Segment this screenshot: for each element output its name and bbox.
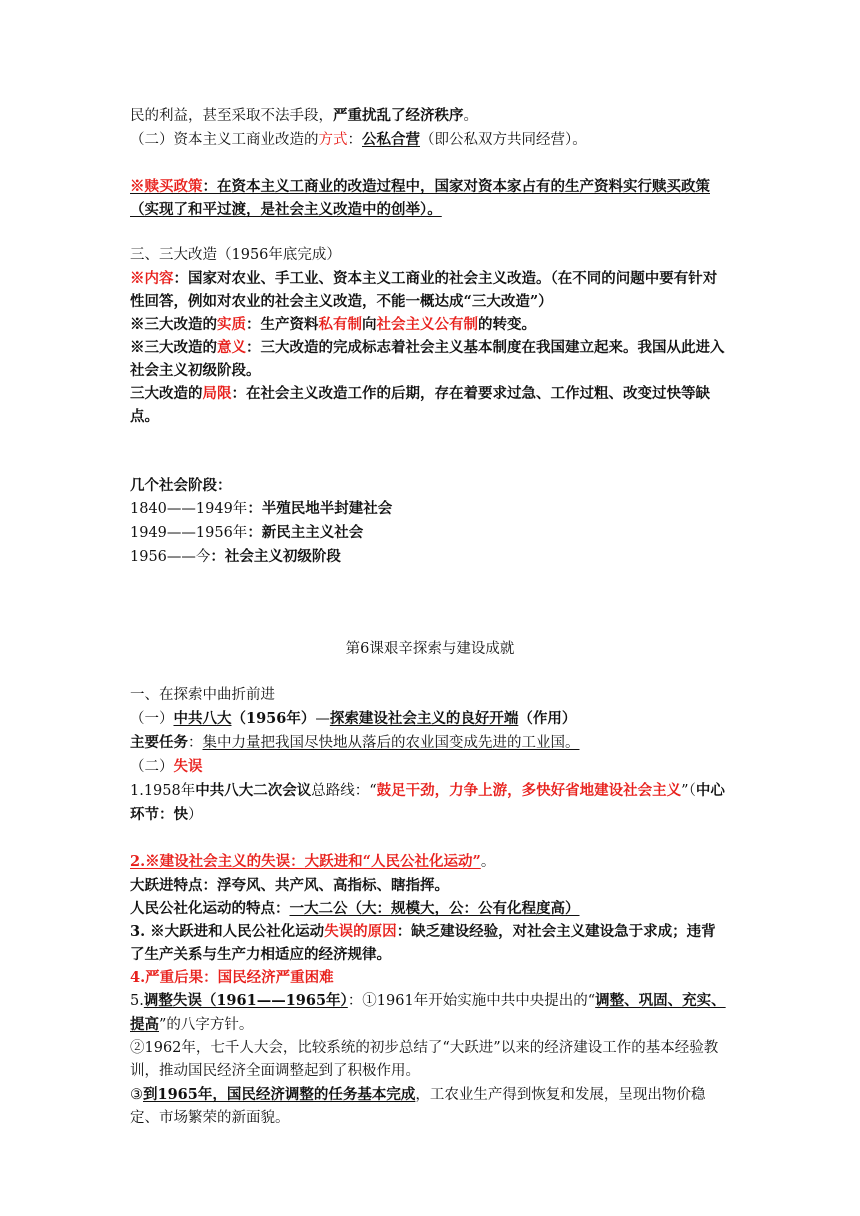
section-heading: 三、三大改造（1956年底完成） <box>130 247 341 263</box>
text-line: 大跃进特点：浮夸风、共产风、高指标、瞎指挥。 <box>130 877 449 894</box>
list-item: 1949——1956年：新民主主义社会 <box>130 524 364 541</box>
text-line: ③到1965年，国民经济调整的任务基本完成，工农业生产得到恢复和发展，呈现出物价稳定、市场繁荣的新面貌。 <box>130 1086 706 1126</box>
text-line: 主要任务：集中力量把我国尽快地从落后的农业国变成先进的工业国。 <box>130 734 580 751</box>
text-line: 1.1958年中共八大二次会议总路线：“鼓足干劲，力争上游，多快好省地建设社会主义”（中心环节：快） <box>130 782 725 823</box>
document-page <box>130 104 730 1130</box>
spacer <box>130 569 730 592</box>
spacer <box>130 827 730 850</box>
section-heading: 一、在探索中曲折前进 <box>130 687 275 703</box>
spacer <box>130 451 730 474</box>
text-line: 民的利益，甚至采取不法手段，严重扰乱了经济秩序。 <box>130 107 478 124</box>
spacer <box>130 152 730 175</box>
spacer <box>130 592 730 615</box>
spacer <box>130 661 730 684</box>
text-line: 4.严重后果：国民经济严重困难 <box>130 969 334 986</box>
spacer <box>130 428 730 451</box>
text-line: 三大改造的局限：在社会主义改造工作的后期，存在着要求过急、工作过粗、改变过快等缺点。 <box>130 385 710 425</box>
lesson-title: 第6课艰辛探索与建设成就 <box>345 641 515 657</box>
text-line: 人民公社化运动的特点：一大二公（大：规模大，公：公有化程度高） <box>130 900 580 917</box>
text-line: 2.※建设社会主义的失误：大跃进和“人民公社化运动”。 <box>130 853 496 870</box>
text-line: （二）失误 <box>130 758 203 775</box>
text-line: ※内容：国家对农业、手工业、资本主义工商业的社会主义改造。（在不同的问题中要有针对性回答，例如对农业的社会主义改造，不能一概达成“三大改造”） <box>130 270 718 310</box>
text-line: 3. ※大跃进和人民公社化运动失误的原因：缺乏建设经验，对社会主义建设急于求成；违背了生产关系与生产力相适应的经济规律。 <box>130 923 716 963</box>
spacer <box>130 221 730 244</box>
text-line: ※三大改造的实质：生产资料私有制向社会主义公有制的转变。 <box>130 316 536 333</box>
stages-title: 几个社会阶段： <box>130 477 232 494</box>
list-item: 1840——1949年：半殖民地半封建社会 <box>130 500 393 517</box>
text-line: 5.调整失误（1961——1965年）：①1961年开始实施中共中央提出的“调整、巩固、充实、提高”的八字方针。 <box>130 992 726 1033</box>
list-item: 1956——今：社会主义初级阶段 <box>130 548 341 565</box>
text-line: ②1962年，七千人大会，比较系统的初步总结了“大跃进”以来的经济建设工作的基本经验教训，推动国民经济全面调整起到了积极作用。 <box>130 1040 719 1079</box>
ransom-policy: ※赎买政策：在资本主义工商业的改造过程中，国家对资本家占有的生产资料实行赎买政策（实现了和平过渡，是社会主义改造中的创举）。 <box>130 178 710 218</box>
text-line: （二）资本主义工商业改造的方式：公私合营（即公私双方共同经营）。 <box>130 131 587 148</box>
spacer <box>130 615 730 638</box>
text-line: （一）中共八大（1956年）—探索建设社会主义的良好开端（作用） <box>130 710 577 727</box>
text-line: ※三大改造的意义：三大改造的完成标志着社会主义基本制度在我国建立起来。我国从此进入社会主义初级阶段。 <box>130 339 725 379</box>
